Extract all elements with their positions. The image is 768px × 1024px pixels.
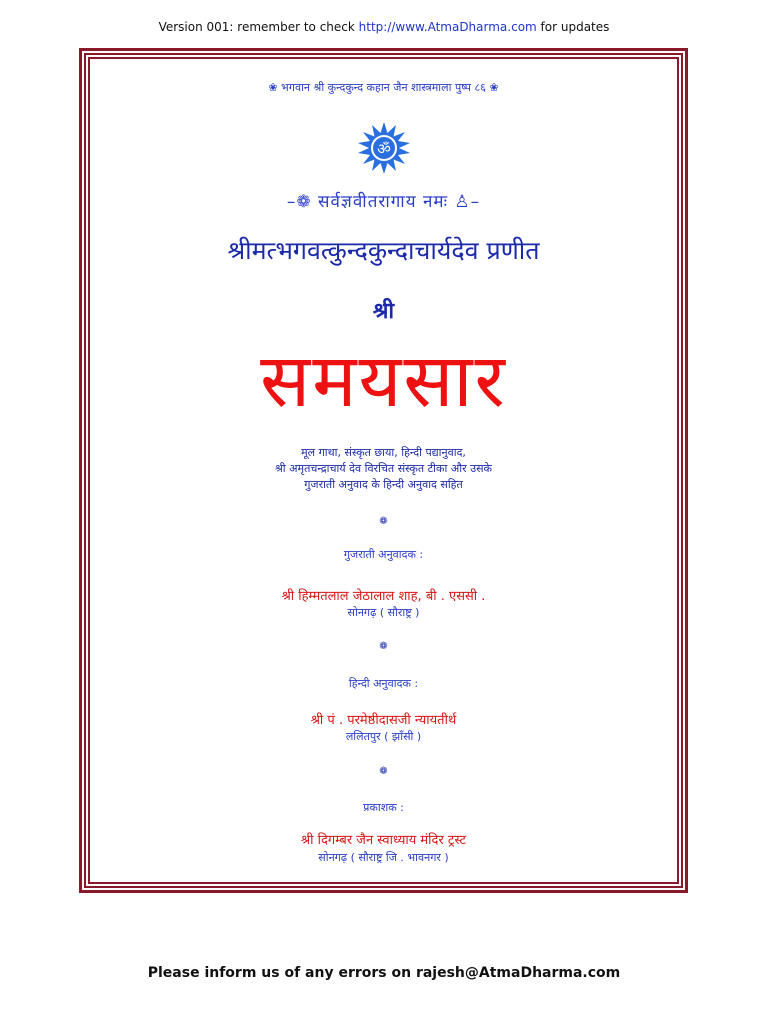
book-title: समयसार	[260, 338, 507, 424]
hindi-translator-label: हिन्दी अनुवादक :	[348, 677, 419, 690]
publisher-name: श्री दिगम्बर जैन स्वाध्याय मंदिर ट्रस्ट	[300, 833, 467, 848]
updates-link[interactable]: http://www.AtmaDharma.com	[358, 20, 537, 34]
om-symbol: ॐ	[376, 140, 391, 158]
om-emblem	[94, 121, 673, 171]
publisher-label: प्रकाशक :	[363, 801, 404, 814]
gujarati-translator-place: सोनगढ़ ( सौराष्ट्र )	[347, 606, 420, 619]
version-prefix: Version 001: remember to check	[158, 20, 359, 34]
om-sunburst-icon	[357, 121, 411, 175]
ornament-icon: ❁	[379, 516, 388, 527]
version-suffix: for updates	[536, 20, 610, 34]
hindi-translator-place: ललितपुर ( झाँसी )	[345, 730, 422, 743]
gujarati-translator-label: गुजराती अनुवादक :	[343, 548, 424, 561]
cover-content	[94, 63, 673, 878]
decorative-border-frame	[79, 48, 688, 893]
description-line: गुजराती अनुवाद के हिन्दी अनुवाद सहित	[304, 478, 463, 491]
ornament-icon: ❁	[379, 766, 388, 777]
description-line: मूल गाथा, संस्कृत छाया, हिन्दी पद्यानुवाद,	[301, 446, 466, 459]
shri-prefix: श्री	[372, 299, 395, 324]
author-line: श्रीमत्भगवत्कुन्दकुन्दाचार्यदेव प्रणीत	[227, 236, 540, 265]
ornament-icon: ❁	[379, 641, 388, 652]
errors-footer: Please inform us of any errors on rajesh@AtmaDharma.com	[147, 965, 621, 981]
publisher-place: सोनगढ़ ( सौराष्ट्र जि . भावनगर )	[318, 851, 449, 864]
invocation: –❁ सर्वज्ञवीतरागाय नमः ♙–	[286, 192, 481, 212]
version-notice	[0, 20, 768, 34]
gujarati-translator-name: श्री हिम्मतलाल जेठालाल शाह, बी . एससी .	[281, 589, 486, 604]
description-block	[94, 445, 673, 493]
series-line: ❀ भगवान श्री कुन्दकुन्द कहान जैन शास्त्रमाला पुष्प ८६ ❀	[268, 81, 499, 94]
description-line: श्री अमृतचन्द्राचार्य देव विरचित संस्कृत टीका और उसके	[275, 462, 492, 475]
hindi-translator-name: श्री पं . परमेष्ठीदासजी न्यायतीर्थ	[310, 713, 457, 728]
